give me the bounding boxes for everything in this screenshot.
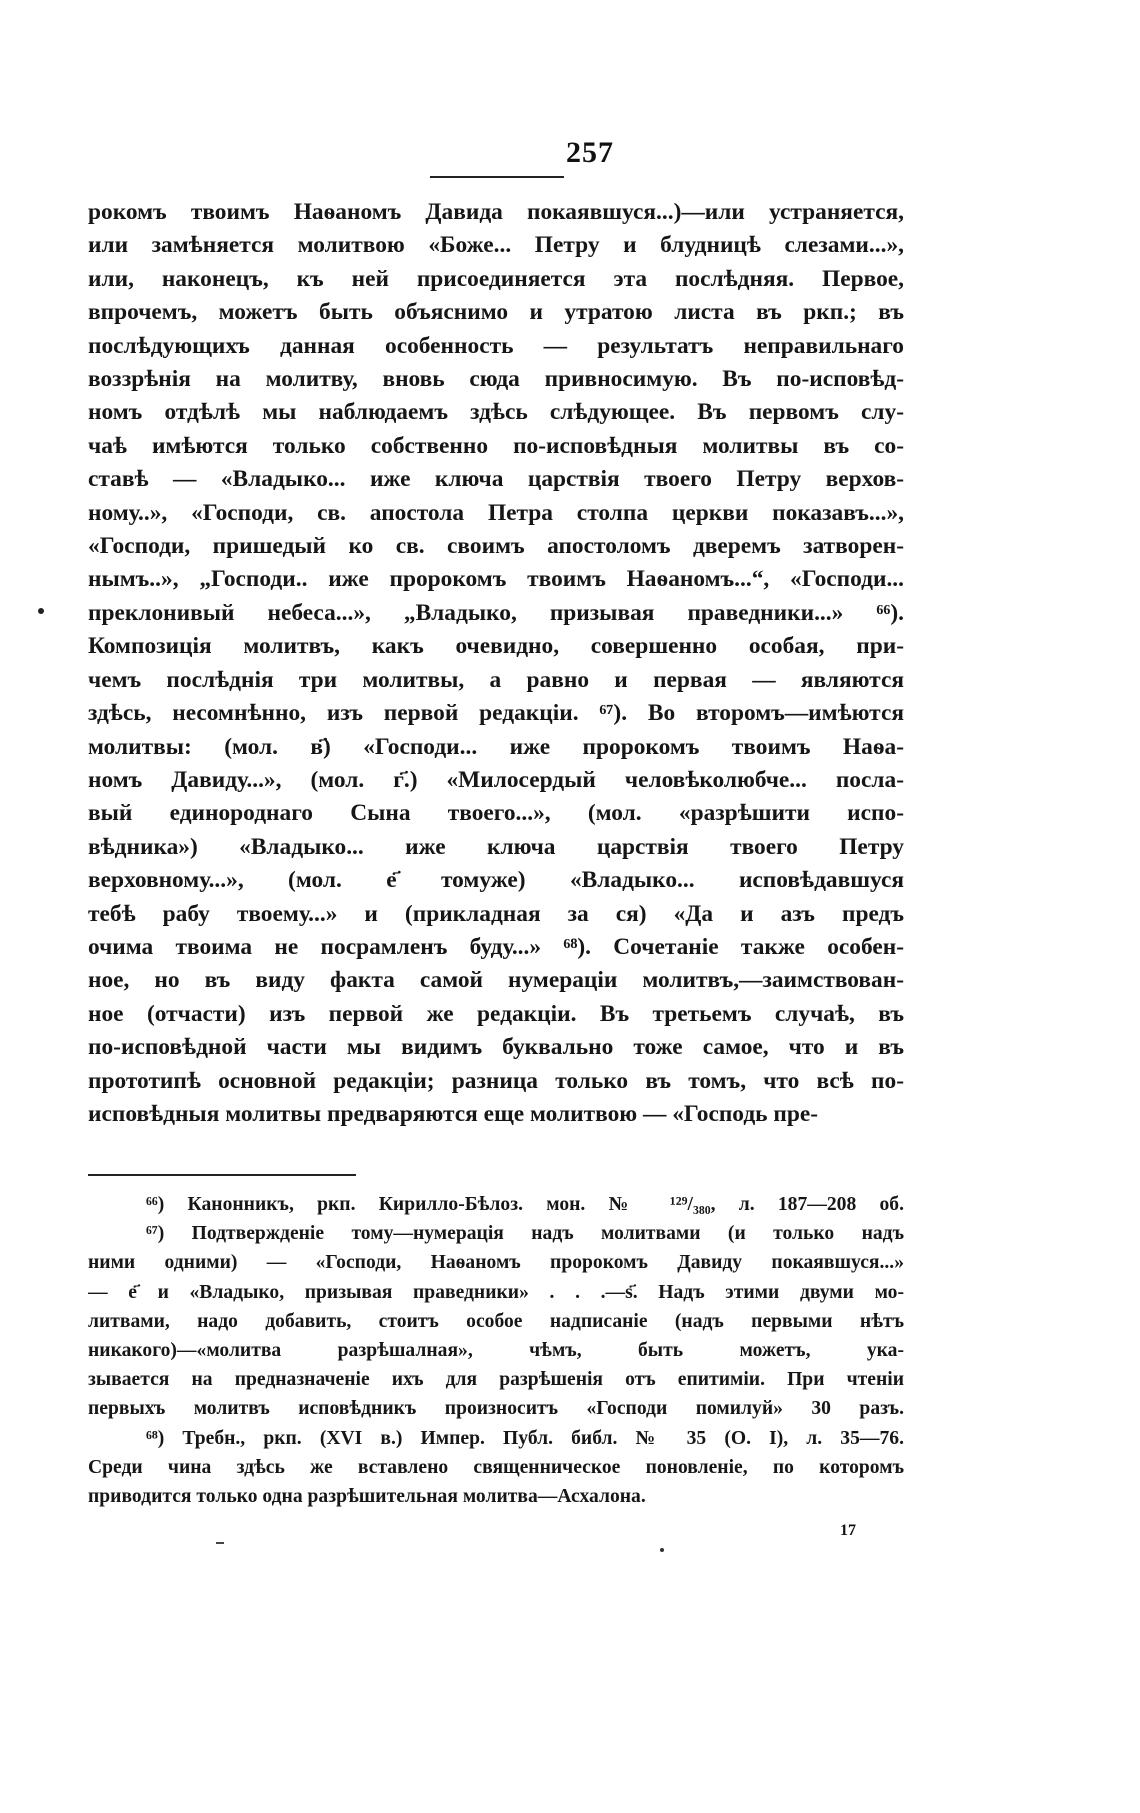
- body-line: ное, но въ виду факта самой нумераціи молитвъ,—заимствован-: [88, 967, 904, 994]
- margin-dot: [38, 608, 44, 614]
- body-line: послѣдующихъ данная особенность — результатъ неправильнаго: [88, 332, 904, 359]
- footnote-line: Среди чина здѣсь же вставлено священническое поновленіе, по которомъ: [88, 1456, 904, 1478]
- body-line: молитвы: (мол. в҃) «Господи... иже пророкомъ твоимъ Наѳа-: [88, 733, 904, 760]
- footnote-line: ними одними) — «Господи, Наѳаномъ пророкомъ Давиду покаявшуся...»: [88, 1252, 904, 1274]
- body-line: тебѣ рабу твоему...» и (прикладная за ся) «Да и азъ предъ: [88, 900, 904, 927]
- body-line: преклонивый небеса...», „Владыко, призывая праведники...» ⁶⁶).: [88, 599, 904, 626]
- body-line: очима твоима не посрамленъ буду...» ⁶⁸). Сочетаніе также особен-: [88, 933, 904, 960]
- footnote-line: приводится только одна разрѣшительная молитва—Асхалона.: [88, 1486, 646, 1508]
- body-line: или замѣняется молитвою «Боже... Петру и блудницѣ слезами...»,: [88, 232, 904, 259]
- bottom-tick: [216, 1542, 224, 1544]
- body-line: здѣсь, несомнѣнно, изъ первой редакціи. ⁶⁷). Во второмъ—имѣются: [88, 700, 904, 727]
- body-line: чемъ послѣднія три молитвы, а равно и первая — являются: [88, 666, 904, 693]
- footnote-line: ⁶⁶) Канонникъ, ркп. Кирилло-Бѣлоз. мон. № ¹²⁹/₃₈₀, л. 187—208 об.: [146, 1194, 904, 1215]
- body-text: [88, 196, 904, 1131]
- body-line: исповѣдныя молитвы предваряются еще молитвою — «Господь пре-: [88, 1100, 819, 1127]
- footnote-line: литвами, надо добавить, стоитъ особое надписаніе (надъ первыми нѣтъ: [88, 1310, 904, 1332]
- body-line: Композиція молитвъ, какъ очевидно, совершенно особая, при-: [88, 633, 904, 660]
- footnote-line: ⁶⁸) Требн., ркп. (XVI в.) Импер. Публ. библ. № 35 (О. I), л. 35—76.: [146, 1427, 904, 1449]
- body-line: воззрѣнія на молитву, вновь сюда привносимую. Въ по-исповѣд-: [88, 366, 904, 393]
- body-line: чаѣ имѣются только собственно по-исповѣдныя молитвы въ со-: [88, 432, 904, 459]
- printer-signature-mark: 17: [840, 1522, 856, 1539]
- body-line: вѣдника») «Владыко... иже ключа царствія твоего Петру: [88, 833, 904, 860]
- body-line: вый единороднаго Сына твоего...», (мол. «разрѣшити испо-: [88, 800, 904, 827]
- footnote-line: зывается на предназначеніе ихъ для разрѣшенія отъ епитиміи. При чтеніи: [88, 1369, 904, 1391]
- body-line: нымъ..», „Господи.. иже пророкомъ твоимъ Наѳаномъ...“, «Господи...: [88, 566, 904, 593]
- page-number: 257: [566, 136, 614, 169]
- body-line: ставѣ — «Владыко... иже ключа царствія твоего Петру верхов-: [88, 466, 904, 493]
- bottom-dot: [660, 1548, 664, 1552]
- body-line: по-исповѣдной части мы видимъ буквально тоже самое, что и въ: [88, 1034, 904, 1061]
- body-line: ному..», «Господи, св. апостола Петра столпа церкви показавъ...»,: [88, 499, 904, 526]
- body-line: прототипѣ основной редакціи; разница только въ томъ, что всѣ по-: [88, 1067, 904, 1094]
- footnote-line: первыхъ молитвъ исповѣдникъ произноситъ «Господи помилуй» 30 разъ.: [88, 1398, 904, 1420]
- header-rule: [430, 176, 564, 178]
- body-line: номъ отдѣлѣ мы наблюдаемъ здѣсь слѣдующее. Въ первомъ слу-: [88, 399, 904, 426]
- footnote-rule: [88, 1174, 356, 1176]
- body-line: или, наконецъ, къ ней присоединяется эта послѣдняя. Первое,: [88, 265, 904, 292]
- footnote-line: — е҃ и «Владыко, призывая праведники» . . .—ѕ҃. Надъ этими двуми мо-: [88, 1281, 904, 1303]
- body-line: впрочемъ, можетъ быть объяснимо и утратою листа въ ркп.; въ: [88, 299, 904, 326]
- footnote-line: ⁶⁷) Подтвержденіе тому—нумерація надъ молитвами (и только надъ: [146, 1223, 904, 1245]
- body-line: ное (отчасти) изъ первой же редакціи. Въ третьемъ случаѣ, въ: [88, 1000, 904, 1027]
- body-line: рокомъ твоимъ Наѳаномъ Давида покаявшуся...)—или устраняется,: [88, 199, 904, 225]
- body-line: верховному...», (мол. е҃ томуже) «Владыко... исповѣдавшуся: [88, 867, 904, 894]
- body-line: «Господи, пришедый ко св. своимъ апостоломъ дверемъ затворен-: [88, 533, 904, 560]
- footnotes: [88, 1190, 904, 1511]
- footnote-line: никакого)—«молитва разрѣшалная», чѣмъ, быть можетъ, ука-: [88, 1340, 904, 1362]
- body-line: номъ Давиду...», (мол. г҃.) «Милосердый человѣколюбче... посла-: [88, 766, 904, 793]
